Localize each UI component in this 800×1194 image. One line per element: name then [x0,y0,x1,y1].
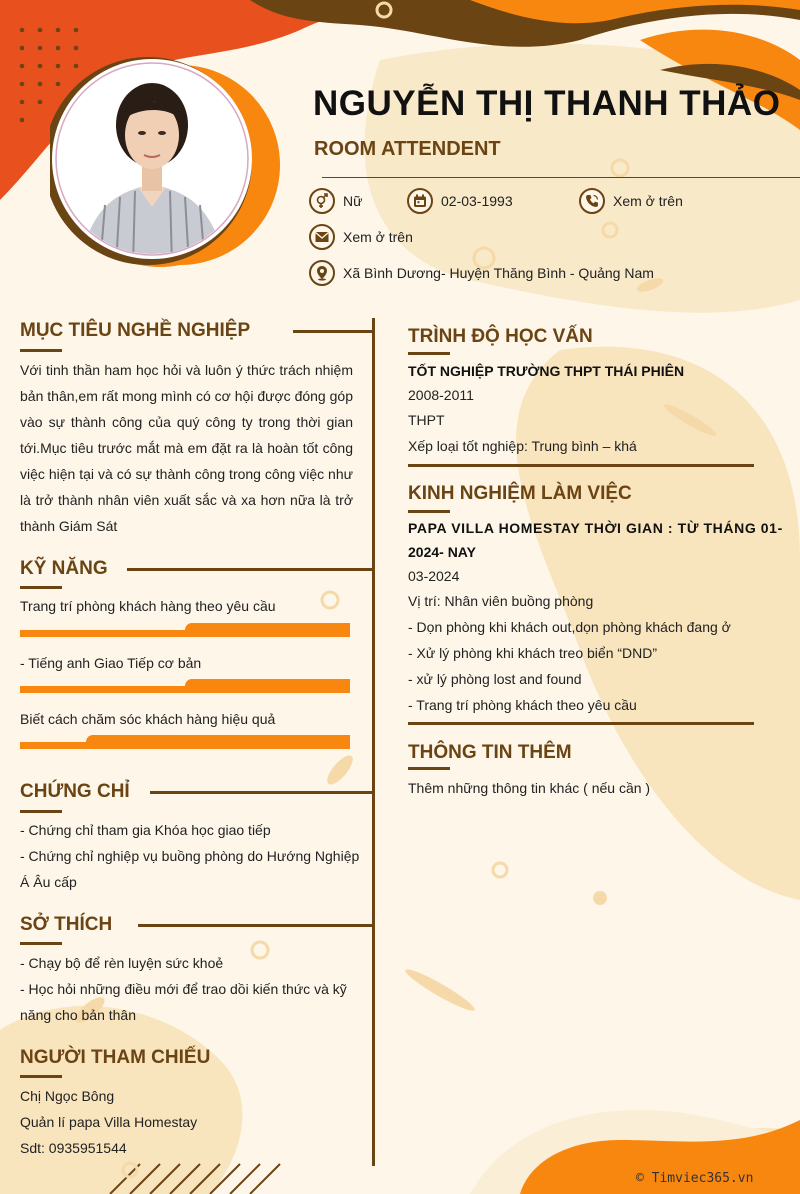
birthdate-value: 02-03-1993 [441,193,513,209]
skill-label: Trang trí phòng khách hàng theo yêu cầu [20,598,276,614]
experience-title: KINH NGHIỆM LÀM VIỆC [408,483,632,504]
references-title: NGƯỜI THAM CHIẾU [20,1047,211,1068]
skill-bar [20,735,350,749]
education-school: TỐT NGHIỆP TRƯỜNG THPT THÁI PHIÊN [408,363,685,379]
hobby-item: - Học hỏi những điều mới để trao dồi kiến thức và kỹ [20,981,347,997]
references-underline [20,1075,62,1078]
phone-value: Xem ở trên [613,193,683,209]
experience-company: PAPA VILLA HOMESTAY THỜI GIAN : TỪ THÁNG 01- [408,520,783,536]
gender-value: Nữ [343,193,363,209]
more-info-title: THÔNG TIN THÊM [408,742,572,763]
hobbies-underline [20,942,62,945]
experience-underline [408,510,450,513]
email-value: Xem ở trên [343,229,413,245]
objective-text: Với tinh thần ham học hỏi và luôn ý thức trách nhiệm bản thân,em rất mong mình có cơ hội được đóng góp vào sự thành công của quý công ty trong thời gian tới.Mục tiêu trước mắt mà em đặt ra là hoàn tốt công việc hiện tại và có sự thành công trong công việc như là trở thành nhân viên xuất sắc và xa hơn nữa là trở thành Giám Sát [20,362,353,534]
skills-underline [20,586,62,589]
certificates-rule [150,791,373,794]
address-value: Xã Bình Dương- Huyện Thăng Bình - Quảng Nam [343,265,654,281]
experience-position: Vị trí: Nhân viên buồng phòng [408,593,594,609]
experience-company-cont: 2024- NAY [408,544,476,560]
gender-icon [309,188,335,214]
skill-bar-fill [185,679,350,693]
calendar-icon [407,188,433,214]
skill-bar-fill [86,735,350,749]
more-info-underline [408,767,450,770]
phone-icon [579,188,605,214]
more-info-text: Thêm những thông tin khác ( nếu cần ) [408,780,651,796]
education-rule [408,464,754,467]
certificate-item: - Chứng chỉ nghiệp vụ buồng phòng do Hướng Nghiệp [20,848,360,864]
certificates-title: CHỨNG CHỈ [20,781,130,802]
education-years: 2008-2011 [408,387,474,403]
skill-bar-fill [185,623,350,637]
phone-item [579,188,683,214]
experience-duty: - Trang trí phòng khách theo yêu cầu [408,697,637,713]
experience-date: 03-2024 [408,568,460,584]
candidate-name: NGUYỄN THỊ THANH THẢO [313,84,781,123]
certificate-item: - Chứng chỉ tham gia Khóa học giao tiếp [20,822,271,838]
objective-underline [20,349,62,352]
education-title: TRÌNH ĐỘ HỌC VẤN [408,326,593,347]
column-divider [372,318,375,1166]
address-item [309,260,654,286]
education-grade: Xếp loại tốt nghiệp: Trung bình – khá [408,438,637,454]
education-level: THPT [408,412,445,428]
gender-item [309,188,362,214]
experience-duty: - xử lý phòng lost and found [408,671,582,687]
skill-label: - Tiếng anh Giao Tiếp cơ bản [20,655,202,671]
skill-label: Biết cách chăm sóc khách hàng hiệu quả [20,711,276,727]
birthdate-item [407,188,513,214]
job-title: ROOM ATTENDENT [314,138,501,160]
education-underline [408,352,450,355]
skills-title: KỸ NĂNG [20,558,108,579]
footer-watermark: © Timviec365.vn [636,1171,754,1186]
reference-item: Quản lí papa Villa Homestay [20,1114,198,1130]
skills-rule [127,568,373,571]
hobbies-title: SỞ THÍCH [20,914,113,935]
certificate-item: Á Âu cấp [20,874,77,890]
reference-item: Chị Ngọc Bông [20,1088,115,1104]
certificates-underline [20,810,62,813]
avatar [50,55,290,275]
objective-title: MỤC TIÊU NGHỀ NGHIỆP [20,320,251,341]
objective-rule [293,330,373,333]
experience-duty: - Dọn phòng khi khách out,dọn phòng khách đang ở [408,619,731,635]
envelope-icon [309,224,335,250]
email-item [309,224,413,250]
hobby-item: năng cho bản thân [20,1007,136,1023]
info-divider [322,177,800,178]
skill-bar [20,623,350,637]
experience-duty: - Xử lý phòng khi khách treo biển “DND” [408,645,658,661]
experience-rule [408,722,754,725]
hobbies-rule [138,924,373,927]
reference-item: Sdt: 0935951544 [20,1140,127,1156]
hobby-item: - Chạy bộ để rèn luyện sức khoẻ [20,955,224,971]
location-pin-icon [309,260,335,286]
skill-bar [20,679,350,693]
